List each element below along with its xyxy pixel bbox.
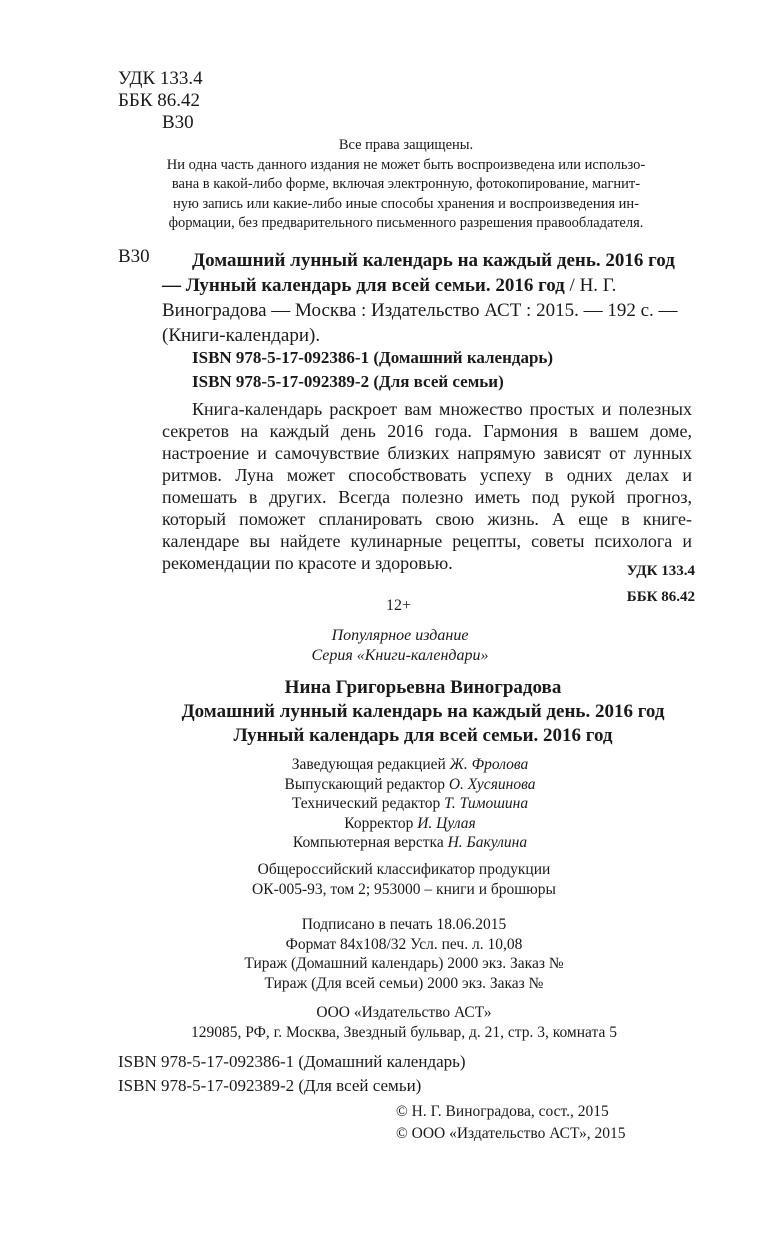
bibliography-entry <box>162 248 692 348</box>
rights-title: Все права защищены. <box>338 137 474 153</box>
header-classification <box>118 68 203 134</box>
copyright <box>396 1101 626 1145</box>
edition-type: Популярное издание <box>331 627 469 644</box>
copyright-line: © ООО «Издательство АСТ», 2015 <box>396 1125 626 1142</box>
print-line: Формат 84x108/32 Усл. печ. л. 10,08 <box>285 935 523 953</box>
isbn-home: ISBN 978-5-17-092386-1 (Домашний календарь) <box>192 348 554 367</box>
udk-code-bottom: УДК 133.4 <box>626 563 695 579</box>
rights-line: вана в какой-либо форме, включая электронную, фотокопирование, магнит- <box>171 176 641 192</box>
print-line: Подписано в печать 18.06.2015 <box>301 916 507 933</box>
udk-code: УДК 133.4 <box>118 68 203 89</box>
rights-notice <box>108 136 704 234</box>
isbn-family: ISBN 978-5-17-092389-2 (Для всей семьи) <box>192 372 504 391</box>
classification-block <box>627 558 695 610</box>
bibliography-title: Домашний лунный календарь на каждый день. 2016 год — Лунный календарь для всей семьи. 2016 год <box>162 250 675 296</box>
classifier-line: ОК-005-93, том 2; 953000 – книги и брошюры <box>252 881 556 898</box>
staff-role: Заведующая редакцией <box>291 756 446 773</box>
staff-row <box>0 755 768 775</box>
rights-line: ную запись или какие-либо иные способы хранения и воспроизведения ин- <box>172 195 639 212</box>
author-sign: В30 <box>162 112 194 133</box>
age-rating: 12+ <box>386 597 412 614</box>
print-line: Тираж (Домашний календарь) 2000 экз. Заказ № <box>244 955 564 972</box>
rights-line: формации, без предварительного письменного разрешения правообладателя. <box>168 215 644 231</box>
isbn-final <box>118 1050 466 1098</box>
staff-role: Корректор <box>344 814 414 832</box>
staff-role: Выпускающий редактор <box>284 775 445 793</box>
rights-line: Ни одна часть данного издания не может быть воспроизведена или использо- <box>166 156 646 173</box>
publisher-name: ООО «Издательство АСТ» <box>316 1004 492 1021</box>
publisher-info <box>0 1003 768 1042</box>
staff-list <box>0 755 768 853</box>
product-classifier <box>0 860 768 900</box>
print-line: Тираж (Для всей семьи) 2000 экз. Заказ № <box>264 974 544 992</box>
print-info <box>0 915 768 993</box>
edition-series: Серия «Книги-календари» <box>311 647 489 664</box>
author-name: Нина Григорьевна Виноградова <box>284 677 562 698</box>
copyright-line: © Н. Г. Виноградова, сост., 2015 <box>396 1103 609 1120</box>
staff-role: Компьютерная верстка <box>292 834 444 851</box>
annotation: Книга-календарь раскроет вам множество простых и полезных секретов на каждый день 2016 года. Гармония в вашем доме, настроение и самочувствие близких напрямую зависят от лунных ритмов. Луна может способствовать успеху в одних делах и помешать в других. Всегда полезно иметь под рукой прогноз, который поможет спланировать свою жизнь. А еще в книге-календаре вы найдете кулинарные рецепты, советы психолога и рекомендации по красоте и здоровью. <box>162 399 692 573</box>
author-and-titles <box>0 676 768 748</box>
bibliography-rest: / Н. Г. Виноградова — Москва : Издательство АСТ : 2015. — 192 с. — (Книги-календари). <box>162 275 678 346</box>
edition-info <box>0 626 768 666</box>
bbk-code: ББК 86.42 <box>118 90 200 111</box>
staff-person: О. Хусяинова <box>448 775 536 793</box>
staff-row <box>0 794 768 814</box>
staff-person: И. Цулая <box>417 814 476 832</box>
isbn-list <box>192 346 553 394</box>
staff-row <box>0 775 768 795</box>
bibliography-code: В30 <box>118 246 150 267</box>
staff-role: Технический редактор <box>291 795 441 812</box>
staff-person: Н. Бакулина <box>447 834 528 851</box>
staff-row <box>0 833 768 853</box>
isbn-final-family: ISBN 978-5-17-092389-2 (Для всей семьи) <box>118 1076 422 1095</box>
staff-person: Ж. Фролова <box>449 756 529 773</box>
bbk-code-bottom: ББК 86.42 <box>626 589 695 605</box>
isbn-final-home: ISBN 978-5-17-092386-1 (Домашний календарь) <box>118 1052 466 1071</box>
publisher-address: 129085, РФ, г. Москва, Звездный бульвар, д. 21, стр. 3, комната 5 <box>191 1023 617 1041</box>
staff-person: Т. Тимошина <box>444 795 529 812</box>
staff-row <box>0 814 768 834</box>
book-title: Домашний лунный календарь на каждый день. 2016 год <box>181 701 665 722</box>
book-title: Лунный календарь для всей семьи. 2016 год <box>233 725 613 746</box>
classifier-line: Общероссийский классификатор продукции <box>257 861 551 878</box>
